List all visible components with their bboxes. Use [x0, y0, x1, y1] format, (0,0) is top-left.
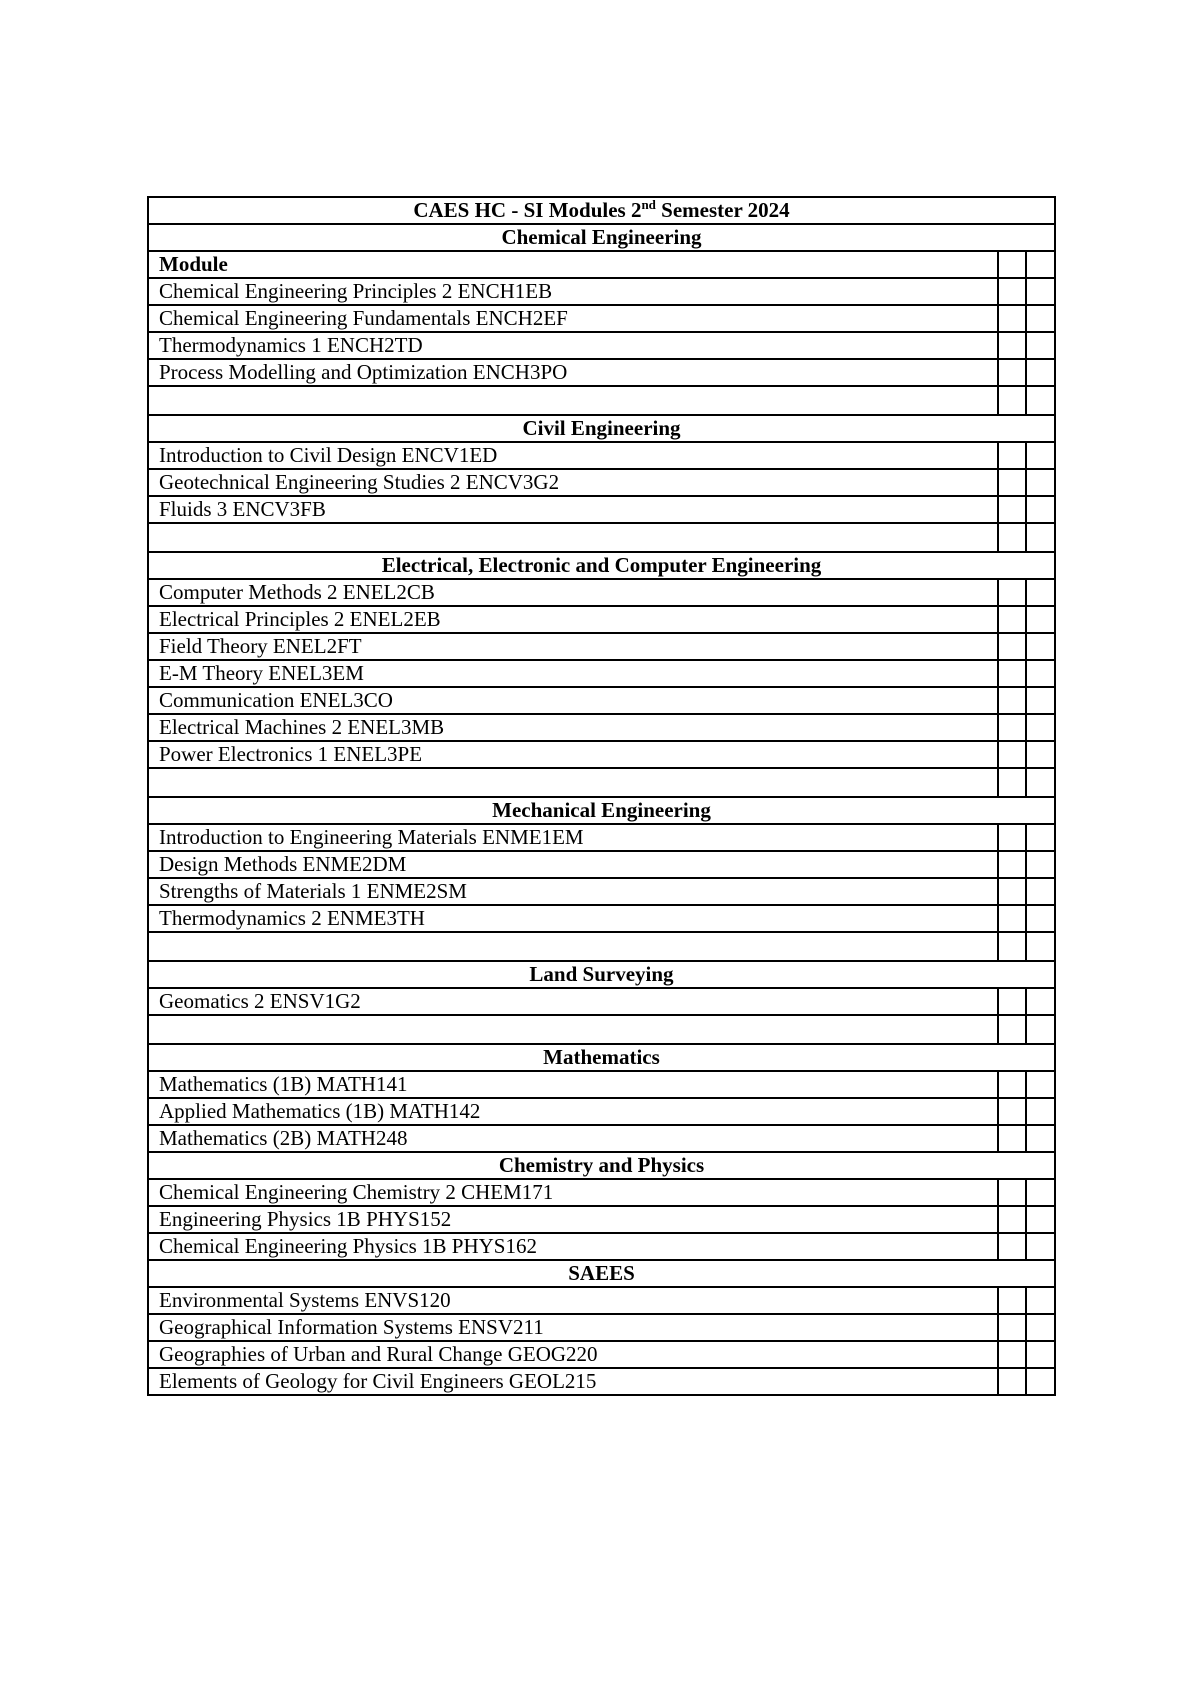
module-row: [148, 496, 1055, 523]
module-name: Mathematics (1B) MATH141: [148, 1071, 998, 1098]
checkbox-cell-1[interactable]: [998, 851, 1026, 878]
checkbox-cell-2[interactable]: [1026, 1015, 1055, 1044]
module-row: [148, 687, 1055, 714]
module-name: Fluids 3 ENCV3FB: [148, 496, 998, 523]
blank-cell: [148, 768, 998, 797]
blank-row: [148, 1015, 1055, 1044]
module-row: [148, 606, 1055, 633]
module-name: Introduction to Civil Design ENCV1ED: [148, 442, 998, 469]
checkbox-cell-2[interactable]: [1026, 878, 1055, 905]
checkbox-cell-2[interactable]: [1026, 278, 1055, 305]
module-name: Strengths of Materials 1 ENME2SM: [148, 878, 998, 905]
module-name: Elements of Geology for Civil Engineers GEOL215: [148, 1368, 998, 1395]
module-row: [148, 633, 1055, 660]
checkbox-cell-2[interactable]: [1026, 386, 1055, 415]
module-name: Applied Mathematics (1B) MATH142: [148, 1098, 998, 1125]
blank-cell: [148, 932, 998, 961]
module-name: Thermodynamics 1 ENCH2TD: [148, 332, 998, 359]
module-row: [148, 1071, 1055, 1098]
checkbox-cell-2[interactable]: [1026, 496, 1055, 523]
module-name: Electrical Principles 2 ENEL2EB: [148, 606, 998, 633]
blank-row: [148, 932, 1055, 961]
module-name: Chemical Engineering Physics 1B PHYS162: [148, 1233, 998, 1260]
module-row: [148, 359, 1055, 386]
module-column-header: Module: [148, 251, 998, 278]
module-name: Introduction to Engineering Materials ENME1EM: [148, 824, 998, 851]
checkbox-cell-1[interactable]: [998, 687, 1026, 714]
checkbox-cell-1[interactable]: [998, 332, 1026, 359]
module-name: Engineering Physics 1B PHYS152: [148, 1206, 998, 1233]
checkbox-cell-2[interactable]: [1026, 1206, 1055, 1233]
checkbox-cell-2[interactable]: [1026, 606, 1055, 633]
section-heading: Mathematics: [148, 1044, 1055, 1071]
checkbox-cell-1[interactable]: [998, 932, 1026, 961]
checkbox-cell-2[interactable]: [1026, 660, 1055, 687]
checkbox-cell-2[interactable]: [1026, 469, 1055, 496]
checkbox-cell-1[interactable]: [998, 606, 1026, 633]
checkbox-cell-1[interactable]: [998, 824, 1026, 851]
checkbox-cell-2[interactable]: [1026, 1314, 1055, 1341]
module-name: Geographical Information Systems ENSV211: [148, 1314, 998, 1341]
module-name: Process Modelling and Optimization ENCH3PO: [148, 359, 998, 386]
checkbox-cell-2[interactable]: [1026, 768, 1055, 797]
checkbox-cell-1[interactable]: [998, 496, 1026, 523]
module-row: [148, 1098, 1055, 1125]
blank-row: [148, 768, 1055, 797]
section-header-row: [148, 1152, 1055, 1179]
checkbox-cell-2[interactable]: [1026, 579, 1055, 606]
modules-table: [147, 196, 1056, 1396]
module-row: [148, 851, 1055, 878]
checkbox-cell-1[interactable]: [998, 1071, 1026, 1098]
checkbox-cell-2[interactable]: [1026, 1179, 1055, 1206]
checkbox-cell-1[interactable]: [998, 1206, 1026, 1233]
title-superscript: nd: [641, 197, 656, 212]
checkbox-cell-1[interactable]: [998, 905, 1026, 932]
checkbox-cell-2[interactable]: [1026, 359, 1055, 386]
module-row: [148, 278, 1055, 305]
module-name: Environmental Systems ENVS120: [148, 1287, 998, 1314]
section-heading: Civil Engineering: [148, 415, 1055, 442]
checkbox-cell-1[interactable]: [998, 1179, 1026, 1206]
module-name: Communication ENEL3CO: [148, 687, 998, 714]
section-header-row: [148, 224, 1055, 251]
module-row: [148, 1341, 1055, 1368]
module-row: [148, 824, 1055, 851]
module-name: Geotechnical Engineering Studies 2 ENCV3G2: [148, 469, 998, 496]
column-header-row: [148, 251, 1055, 278]
module-row: [148, 741, 1055, 768]
section-header-row: [148, 552, 1055, 579]
module-row: [148, 905, 1055, 932]
checkbox-cell-1[interactable]: [998, 579, 1026, 606]
modules-table-body: [148, 197, 1055, 1395]
section-header-row: [148, 1260, 1055, 1287]
blank-cell: [148, 1015, 998, 1044]
section-heading: Mechanical Engineering: [148, 797, 1055, 824]
module-row: [148, 1125, 1055, 1152]
checkbox-cell-1[interactable]: [998, 359, 1026, 386]
checkbox-cell-1[interactable]: [998, 633, 1026, 660]
module-row: [148, 660, 1055, 687]
blank-cell: [148, 523, 998, 552]
module-row: [148, 1314, 1055, 1341]
checkbox-cell-1[interactable]: [998, 469, 1026, 496]
checkbox-cell-1[interactable]: [998, 878, 1026, 905]
checkbox-cell-2[interactable]: [1026, 1368, 1055, 1395]
section-heading: SAEES: [148, 1260, 1055, 1287]
checkbox-cell-1[interactable]: [998, 768, 1026, 797]
checkbox-cell-2[interactable]: [1026, 687, 1055, 714]
module-row: [148, 988, 1055, 1015]
title-row: [148, 197, 1055, 224]
checkbox-cell-1[interactable]: [998, 1098, 1026, 1125]
module-row: [148, 579, 1055, 606]
checkbox-cell-2[interactable]: [1026, 851, 1055, 878]
module-name: Chemical Engineering Principles 2 ENCH1EB: [148, 278, 998, 305]
checkbox-cell-1[interactable]: [998, 251, 1026, 278]
checkbox-cell-1[interactable]: [998, 1233, 1026, 1260]
module-row: [148, 1206, 1055, 1233]
checkbox-cell-1[interactable]: [998, 386, 1026, 415]
blank-row: [148, 386, 1055, 415]
checkbox-cell-1[interactable]: [998, 741, 1026, 768]
section-header-row: [148, 797, 1055, 824]
checkbox-cell-2[interactable]: [1026, 932, 1055, 961]
checkbox-cell-2[interactable]: [1026, 988, 1055, 1015]
checkbox-cell-2[interactable]: [1026, 1071, 1055, 1098]
checkbox-cell-1[interactable]: [998, 305, 1026, 332]
module-name: Electrical Machines 2 ENEL3MB: [148, 714, 998, 741]
checkbox-cell-1[interactable]: [998, 1125, 1026, 1152]
module-name: Geomatics 2 ENSV1G2: [148, 988, 998, 1015]
checkbox-cell-2[interactable]: [1026, 1125, 1055, 1152]
section-heading: Electrical, Electronic and Computer Engineering: [148, 552, 1055, 579]
section-heading: Chemistry and Physics: [148, 1152, 1055, 1179]
section-header-row: [148, 1044, 1055, 1071]
module-row: [148, 1368, 1055, 1395]
checkbox-cell-1[interactable]: [998, 1015, 1026, 1044]
checkbox-cell-1[interactable]: [998, 1314, 1026, 1341]
checkbox-cell-2[interactable]: [1026, 633, 1055, 660]
checkbox-cell-2[interactable]: [1026, 1287, 1055, 1314]
checkbox-cell-2[interactable]: [1026, 1233, 1055, 1260]
checkbox-cell-2[interactable]: [1026, 523, 1055, 552]
checkbox-cell-2[interactable]: [1026, 905, 1055, 932]
blank-row: [148, 523, 1055, 552]
checkbox-cell-1[interactable]: [998, 660, 1026, 687]
section-heading: Land Surveying: [148, 961, 1055, 988]
checkbox-cell-1[interactable]: [998, 714, 1026, 741]
module-name: Thermodynamics 2 ENME3TH: [148, 905, 998, 932]
checkbox-cell-1[interactable]: [998, 1287, 1026, 1314]
title-text: CAES HC - SI Modules 2: [413, 198, 642, 222]
section-header-row: [148, 961, 1055, 988]
module-row: [148, 332, 1055, 359]
checkbox-cell-2[interactable]: [1026, 251, 1055, 278]
checkbox-cell-1[interactable]: [998, 442, 1026, 469]
checkbox-cell-2[interactable]: [1026, 741, 1055, 768]
module-row: [148, 442, 1055, 469]
module-row: [148, 469, 1055, 496]
module-row: [148, 714, 1055, 741]
document-title: [148, 197, 1055, 224]
module-name: Mathematics (2B) MATH248: [148, 1125, 998, 1152]
module-name: Chemical Engineering Fundamentals ENCH2EF: [148, 305, 998, 332]
blank-cell: [148, 386, 998, 415]
checkbox-cell-2[interactable]: [1026, 442, 1055, 469]
module-name: Power Electronics 1 ENEL3PE: [148, 741, 998, 768]
checkbox-cell-2[interactable]: [1026, 824, 1055, 851]
module-name: Computer Methods 2 ENEL2CB: [148, 579, 998, 606]
module-row: [148, 1179, 1055, 1206]
checkbox-cell-2[interactable]: [1026, 714, 1055, 741]
section-header-row: [148, 415, 1055, 442]
module-row: [148, 1233, 1055, 1260]
checkbox-cell-2[interactable]: [1026, 305, 1055, 332]
module-row: [148, 305, 1055, 332]
checkbox-cell-1[interactable]: [998, 278, 1026, 305]
module-row: [148, 878, 1055, 905]
module-name: E-M Theory ENEL3EM: [148, 660, 998, 687]
module-name: Chemical Engineering Chemistry 2 CHEM171: [148, 1179, 998, 1206]
checkbox-cell-1[interactable]: [998, 1368, 1026, 1395]
checkbox-cell-2[interactable]: [1026, 332, 1055, 359]
checkbox-cell-1[interactable]: [998, 523, 1026, 552]
checkbox-cell-1[interactable]: [998, 1341, 1026, 1368]
title-suffix: Semester 2024: [655, 198, 790, 222]
checkbox-cell-2[interactable]: [1026, 1341, 1055, 1368]
module-name: Design Methods ENME2DM: [148, 851, 998, 878]
section-heading: Chemical Engineering: [148, 224, 1055, 251]
module-row: [148, 1287, 1055, 1314]
module-name: Geographies of Urban and Rural Change GEOG220: [148, 1341, 998, 1368]
checkbox-cell-1[interactable]: [998, 988, 1026, 1015]
module-name: Field Theory ENEL2FT: [148, 633, 998, 660]
checkbox-cell-2[interactable]: [1026, 1098, 1055, 1125]
